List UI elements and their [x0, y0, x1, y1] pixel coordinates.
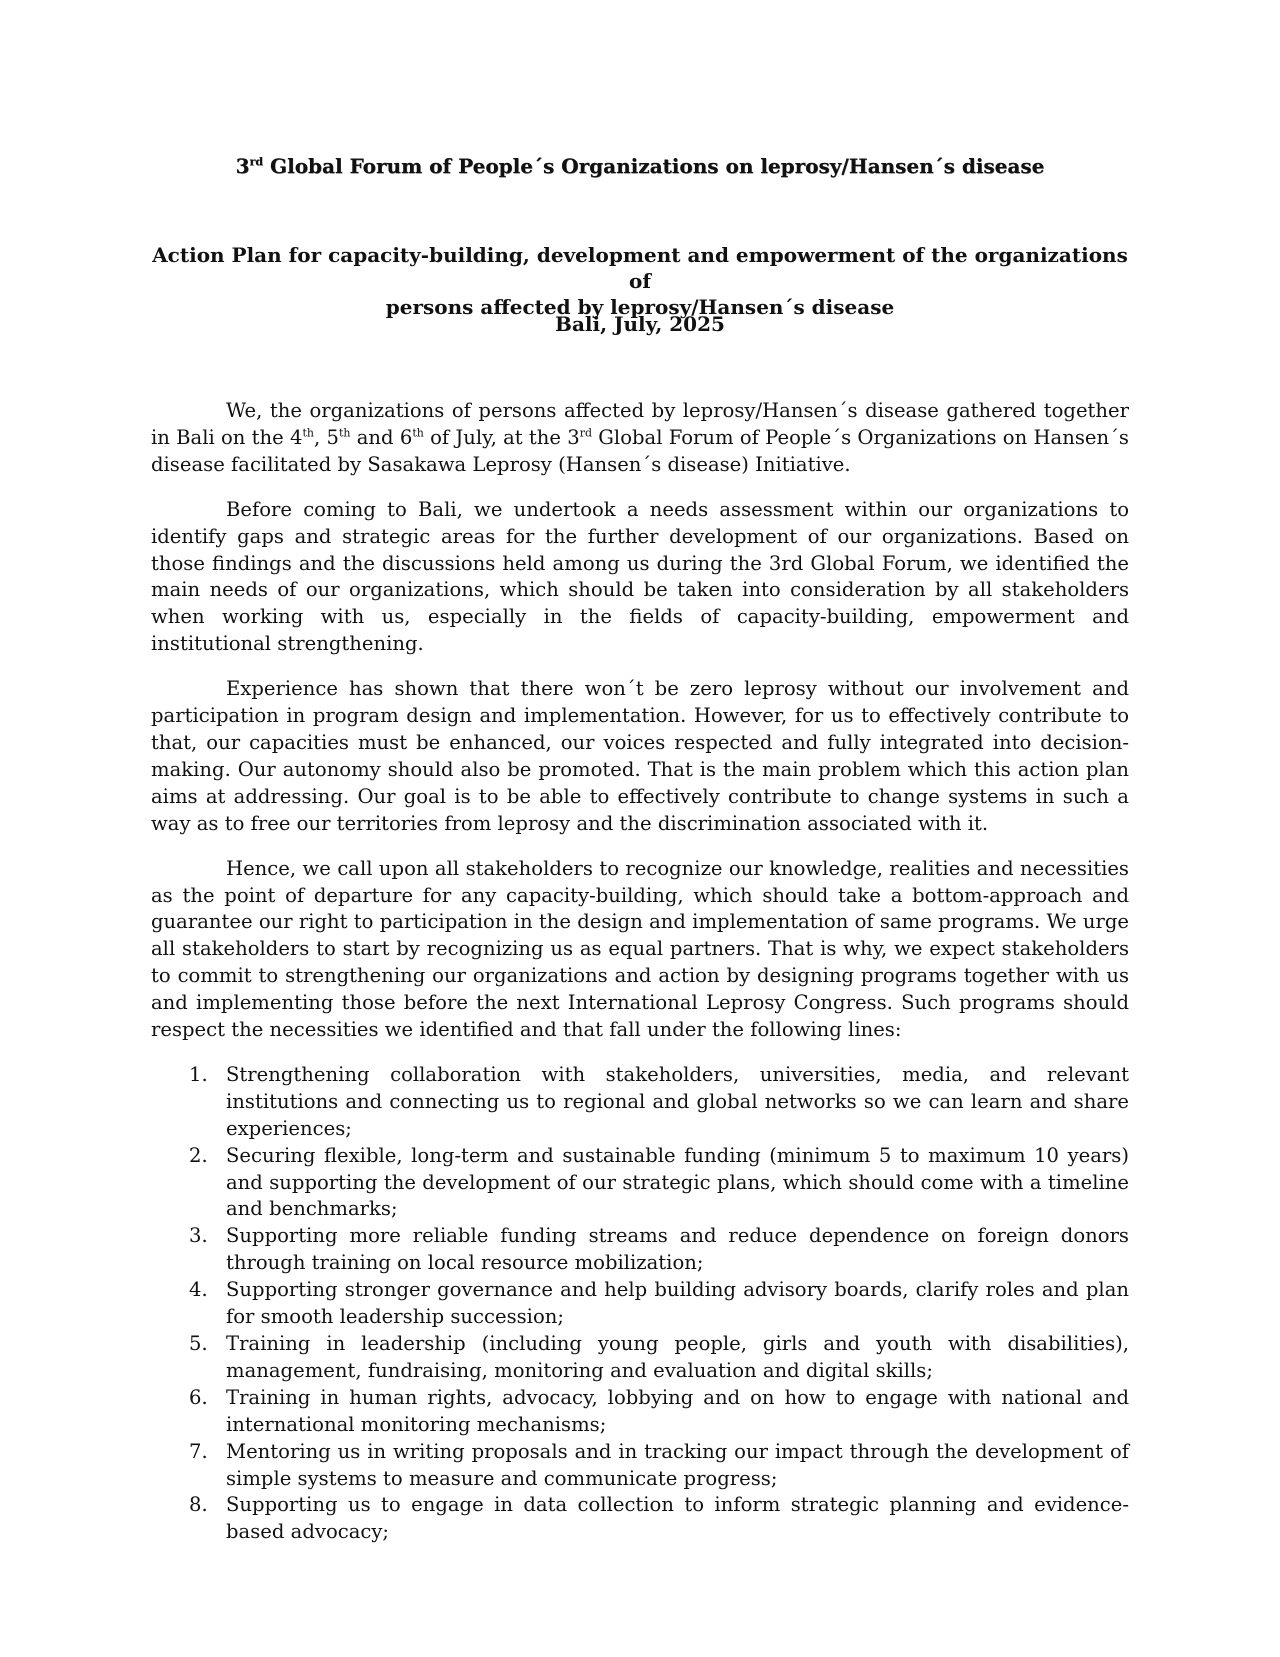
list-item — [151, 1492, 1129, 1546]
p1-sup-2: th — [338, 426, 351, 440]
list-item — [151, 1223, 1129, 1277]
list-item-text: Supporting stronger governance and help building advisory boards, clarify roles and plan for smooth leadership succession; — [226, 1278, 1129, 1329]
list-item — [151, 1439, 1129, 1493]
paragraph-1 — [151, 398, 1129, 479]
document-title — [151, 152, 1129, 180]
document-subtitle — [151, 242, 1129, 320]
subtitle-line-1: Action Plan for capacity-building, development and empowerment of the organizations of — [152, 243, 1128, 293]
list-item-text: Mentoring us in writing proposals and in tracking our impact through the development of simple systems to measure and communicate progress; — [226, 1439, 1129, 1490]
list-item-text: Securing flexible, long-term and sustainable funding (minimum 5 to maximum 10 years) and supporting the development of our strategic plans, which should come with a timeline and benchmarks; — [226, 1143, 1129, 1221]
dateline: Bali, July, 2025 — [555, 312, 725, 336]
list-item-number: 6. — [189, 1385, 208, 1409]
list-item — [151, 1062, 1129, 1143]
list-item-number: 7. — [189, 1439, 208, 1463]
paragraph-4: Hence, we call upon all stakeholders to recognize our knowledge, realities and necessities as the point of departure for any capacity-building, which should take a bottom-approach and guarantee our right to participation in the design and implementation of same programs. We urge all stakeholders to start by recognizing us as equal partners. That is why, we expect stakeholders to commit to strengthening our organizations and action by designing programs together with us and implementing those before the next International Leprosy Congress. Such programs should respect the necessities we identified and that fall under the following lines: — [151, 856, 1129, 1042]
list-item-text: Training in human rights, advocacy, lobbying and on how to engage with national and international monitoring mechanisms; — [226, 1385, 1129, 1436]
p1-c: and 6 — [350, 425, 413, 449]
list-item-number: 1. — [189, 1062, 208, 1086]
list-item-number: 8. — [189, 1493, 208, 1517]
needs-list — [151, 1062, 1129, 1546]
paragraph-3: Experience has shown that there won´t be zero leprosy without our involvement and participation in program design and implementation. However, for us to effectively contribute to that, our capacities must be enhanced, our voices respected and fully integrated into decision-making. Our autonomy should also be promoted. That is the main problem which this action plan aims at addressing. Our goal is to be able to effectively contribute to change systems in such a way as to free our territories from leprosy and the discrimination associated with it. — [151, 677, 1129, 835]
p1-d: of July, at the 3 — [423, 425, 580, 449]
title-text: Global Forum of People´s Organizations on leprosy/Hansen´s disease — [263, 154, 1045, 178]
title-superscript: rd — [249, 155, 264, 169]
list-item-text: Training in leadership (including young people, girls and youth with disabilities), management, fundraising, monitoring and evaluation and digital skills; — [226, 1332, 1129, 1382]
list-item-number: 2. — [189, 1143, 208, 1167]
list-item — [151, 1143, 1129, 1224]
paragraph-2: Before coming to Bali, we undertook a needs assessment within our organizations to identify gaps and strategic areas for the further development of our organizations. Based on those findings and the discussions held among us during the 3rd Global Forum, we identified the main needs of our organizations, which should be taken into consideration by all stakeholders when working with us, especially in the fields of capacity-building, empowerment and institutional strengthening. — [151, 497, 1129, 656]
p1-sup-4: rd — [579, 426, 593, 440]
list-item-number: 5. — [189, 1332, 208, 1355]
p1-a: We, the organizations of persons affected by leprosy/Hansen´s disease gathered together in Bali on the 4 — [151, 399, 1129, 449]
list-item-number: 3. — [189, 1224, 208, 1248]
list-item-number: 4. — [189, 1278, 208, 1302]
p1-sup-3: th — [412, 426, 424, 440]
subtitle-line-2: persons affected by leprosy/Hansen´s disease — [385, 295, 895, 319]
document-body — [151, 398, 1129, 1546]
list-item — [151, 1277, 1129, 1331]
list-item-text: Supporting us to engage in data collection to inform strategic planning and evidence-based advocacy; — [226, 1493, 1129, 1544]
p1-e: Global Forum of People´s Organizations on Hansen´s disease facilitated by Sasakawa Leprosy (Hansen´s disease) Initiative. — [151, 425, 1129, 476]
list-item-text: Strengthening collaboration with stakeholders, universities, media, and relevant institutions and connecting us to regional and global networks so we can learn and share experiences; — [226, 1062, 1129, 1140]
title-prefix: 3 — [235, 154, 250, 178]
list-item-text: Supporting more reliable funding streams and reduce dependence on foreign donors through training on local resource mobilization; — [226, 1224, 1129, 1275]
list-item — [151, 1385, 1129, 1439]
p1-sup-1: th — [302, 426, 315, 440]
list-item — [151, 1331, 1129, 1385]
p1-b: , 5 — [314, 425, 339, 449]
